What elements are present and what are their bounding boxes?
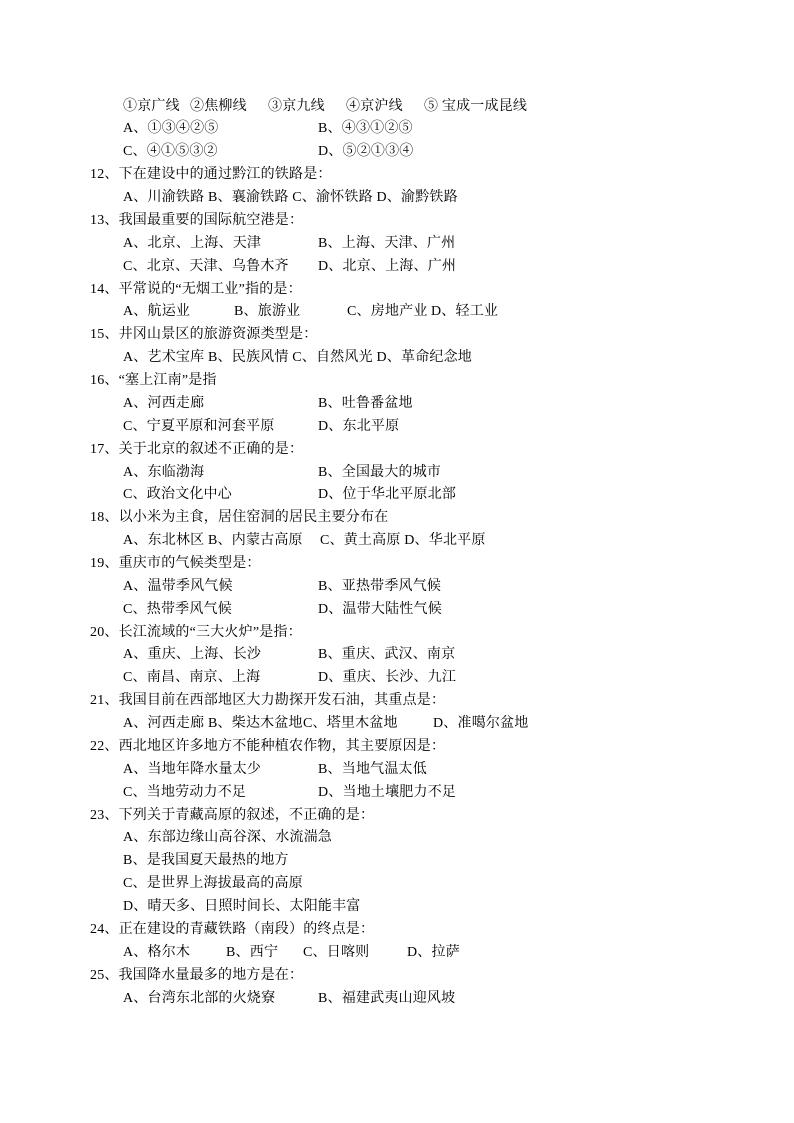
line-segment: C、房地产业 [347,304,428,320]
line-segment: D、位于华北平原北部 [318,487,457,503]
document-line [0,713,794,736]
line-segment: ①京广线 [123,98,180,114]
document-line [0,942,794,965]
line-segment: C、④①⑤③② [123,144,218,160]
line-segment: B、④③①②⑤ [318,121,413,137]
line-segment: 12、下在建设中的通过黔江的铁路是： [90,167,332,183]
line-segment: 25、我国降水量最多的地方是在： [90,967,304,983]
line-segment: 23、下列关于青藏高原的叙述，不正确的是： [90,807,375,823]
document-line [0,210,794,233]
document-line [0,599,794,622]
line-segment: A、航运业 [123,304,191,320]
document-line [0,324,794,347]
document-line [0,667,794,690]
document-line [0,141,794,164]
line-segment: A、重庆、上海、长沙 [123,647,262,663]
line-segment: 22、西北地区许多地方不能种植农作物，其主要原因是： [90,738,446,754]
line-segment: C、当地劳动力不足 [123,784,247,800]
document-line [0,507,794,530]
document-line [0,439,794,462]
line-segment: C、塔里木盆地 [303,716,398,732]
line-segment: B、亚热带季风气候 [318,578,442,594]
line-segment: 14、平常说的“无烟工业”指的是： [90,281,302,297]
line-segment: D、重庆、长沙、九江 [318,670,457,686]
document-line [0,233,794,256]
line-segment: D、当地土壤肥力不足 [318,784,457,800]
line-segment: 19、重庆市的气候类型是： [90,556,261,571]
line-segment: D、拉萨 [407,944,460,960]
document-line [0,301,794,324]
line-segment: A、台湾东北部的火烧寮 [123,990,276,1006]
line-segment: 20、长江流域的“三大火炉”是指： [90,624,302,640]
line-segment: 18、以小米为主食，居住窑洞的居民主要分布在 [90,510,389,526]
document-line [0,553,794,576]
line-segment: D、晴天多、日照时间长、太阳能丰富 [123,899,361,915]
line-segment: 24、正在建设的青藏铁路（南段）的终点是： [90,921,375,937]
line-segment: C、宁夏平原和河套平原 [123,418,275,434]
line-segment: 21、我国目前在西部地区大力勘探开发石油，其重点是： [90,693,446,709]
line-segment: A、艺术宝库 B、民族风情 C、自然风光 D、革命纪念地 [123,350,472,366]
line-segment: C、是世界上海拔最高的高原 [123,876,303,892]
document-line [0,965,794,988]
line-segment: 13、我国最重要的国际航空港是： [90,212,304,228]
line-segment: D、准噶尔盆地 [433,716,529,732]
line-segment: A、东北林区 B、内蒙古高原 [123,533,303,549]
line-segment: ③京九线 [268,98,325,114]
document-line [0,644,794,667]
document-line [0,462,794,485]
line-segment: D、东北平原 [318,418,400,434]
document-line [0,759,794,782]
document-line [0,96,794,119]
line-segment: C、政治文化中心 [123,487,232,503]
line-segment: D、温带大陆性气候 [318,601,442,617]
line-segment: A、当地年降水量太少 [123,761,262,777]
line-segment: C、北京、天津、乌鲁木齐 [123,258,289,274]
document-line [0,850,794,873]
line-segment: C、热带季风气候 [123,601,232,617]
document-line [0,827,794,850]
document-line [0,484,794,507]
line-segment: ②焦柳线 [190,98,247,114]
line-segment: A、东部边缘山高谷深、水流湍急 [123,830,333,846]
document-line [0,622,794,645]
line-segment: 16、“塞上江南”是指 [90,373,217,389]
document-line [0,256,794,279]
line-segment: B、吐鲁番盆地 [318,395,413,411]
document-line [0,370,794,393]
line-segment: C、日喀则 [303,944,370,960]
document-line [0,896,794,919]
line-segment: B、是我国夏天最热的地方 [123,853,289,869]
line-segment: ⑤ 宝成一成昆线 [424,98,528,114]
line-segment: C、南昌、南京、上海 [123,670,261,686]
document-line [0,576,794,599]
document-line [0,279,794,302]
document-line [0,393,794,416]
document-line [0,690,794,713]
document-line [0,416,794,439]
document-line [0,919,794,942]
document-line [0,164,794,187]
line-segment: B、西宁 [226,944,279,960]
line-segment: B、福建武夷山迎风坡 [318,990,456,1006]
line-segment: A、①③④②⑤ [123,121,219,137]
line-segment: D、轻工业 [431,304,499,320]
document-line [0,873,794,896]
line-segment: ④京沪线 [346,98,403,114]
line-segment: B、重庆、武汉、南京 [318,647,456,663]
line-segment: B、全国最大的城市 [318,464,442,480]
document-line [0,530,794,553]
document-line [0,782,794,805]
line-segment: A、北京、上海、天津 [123,235,262,251]
document-line [0,187,794,210]
document-line [0,805,794,828]
line-segment: D、⑤②①③④ [318,144,414,160]
line-segment: 15、井冈山景区的旅游资源类型是： [90,327,318,343]
line-segment: A、河西走廊 B、柴达木盆地 [123,716,303,732]
line-segment: A、河西走廊 [123,395,205,411]
line-segment: B、当地气温太低 [318,761,427,777]
line-segment: B、上海、天津、广州 [318,235,456,251]
line-segment: 17、关于北京的叙述不正确的是： [90,441,304,457]
line-segment: A、格尔木 [123,944,191,960]
line-segment: D、北京、上海、广州 [318,258,457,274]
line-segment: A、温带季风气候 [123,578,233,594]
document-line [0,118,794,141]
line-segment: A、东临渤海 [123,464,205,480]
document-line [0,347,794,370]
line-segment: A、川渝铁路 B、襄渝铁路 C、渝怀铁路 D、渝黔铁路 [123,190,458,206]
line-segment: B、旅游业 [234,304,301,320]
document-line [0,988,794,1011]
line-segment: C、黄土高原 D、华北平原 [320,533,486,549]
document-line [0,736,794,759]
